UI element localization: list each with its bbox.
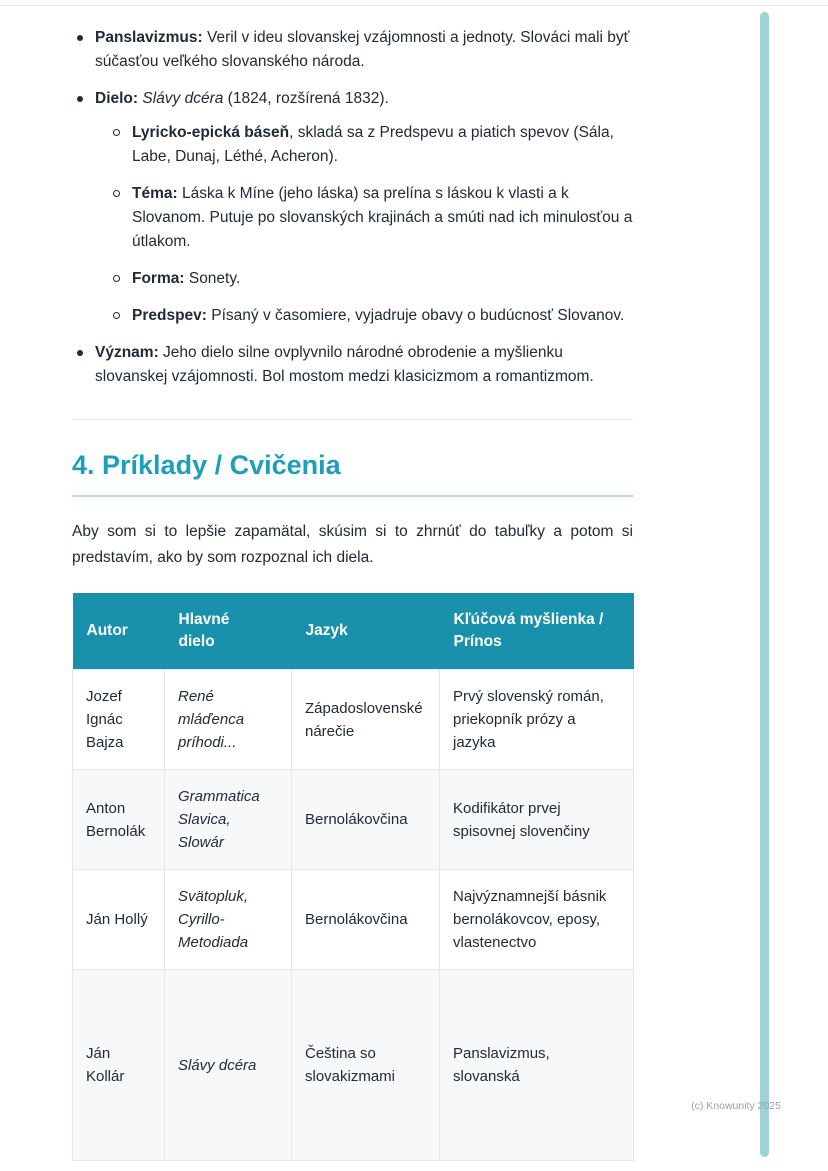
- bullet-text: (1824, rozšírená 1832).: [223, 90, 389, 107]
- cell-myslienka: Kodifikátor prvej spisovnej slovenčiny: [440, 770, 634, 870]
- column-header-autor: [73, 593, 165, 670]
- table-body: [73, 670, 634, 1161]
- cell-dielo: René mláďenca príhodi...: [165, 670, 292, 770]
- intro-paragraph: Aby som si to lepšie zapamätal, skúsim si to zhrnúť do tabuľky a potom si predstavím, ako by som rozpoznal ich diela.: [72, 523, 633, 566]
- table-header: [73, 593, 634, 670]
- section-divider: [72, 419, 633, 420]
- bullet-item-panslavizmus: [72, 26, 633, 74]
- page-accent-stripe: [760, 12, 769, 1157]
- column-header-label: Autor: [86, 622, 128, 639]
- bullet-term: Forma:: [132, 270, 185, 287]
- summary-table: [72, 593, 634, 1161]
- cell-myslienka: Najvýznamnejší básnik bernolákovcov, eposy, vlastenectvo: [440, 870, 634, 970]
- cell-myslienka: Panslavizmus, slovanská: [440, 970, 634, 1161]
- table-row-holly: [73, 870, 634, 970]
- column-header-label: Kľúčová myšlienka / Prínos: [453, 611, 604, 650]
- cell-dielo: Slávy dcéra: [165, 970, 292, 1161]
- table-row-bajza: [73, 670, 634, 770]
- table-row-kollar: [73, 970, 634, 1161]
- bullet-term: Panslavizmus:: [95, 29, 203, 46]
- bullet-text: Jeho dielo silne ovplyvnilo národné obrodenie a myšlienku slovanskej vzájomnosti. Bol mostom medzi klasicizmom a romantizmom.: [95, 344, 594, 385]
- bullet-item-vyznam: [72, 341, 633, 389]
- bullet-text: Písaný v časomiere, vyjadruje obavy o budúcnosť Slovanov.: [206, 307, 625, 324]
- bullet-list: [72, 26, 633, 389]
- column-header-myslienka: [440, 593, 634, 670]
- sub-bullet-item-forma: [109, 267, 633, 291]
- cell-jazyk: Bernolákovčina: [292, 770, 440, 870]
- table-row-bernolak: [73, 770, 634, 870]
- bullet-text: Láska k Míne (jeho láska) sa prelína s láskou k vlasti a k Slovanom. Putuje po slovanských krajinách a smúti nad ich minulosťou a útlakom.: [132, 185, 633, 250]
- column-header-label: Hlavné dielo: [178, 611, 230, 650]
- bullet-item-dielo: [72, 87, 633, 328]
- column-header-label: Jazyk: [305, 622, 348, 639]
- document-content: [72, 26, 633, 1161]
- section-heading: 4. Príklady / Cvičenia: [72, 448, 633, 497]
- bullet-text: Veril v ideu slovanskej vzájomnosti a jednoty. Slováci mali byť súčasťou veľkého slovanského národa.: [95, 29, 630, 70]
- cell-autor: Anton Bernolák: [73, 770, 165, 870]
- cell-dielo: Svätopluk, Cyrillo-Metodiada: [165, 870, 292, 970]
- bullet-text: Sonety.: [184, 270, 241, 287]
- bullet-term: Téma:: [132, 185, 178, 202]
- work-title: Slávy dcéra: [138, 90, 224, 107]
- cell-autor: Ján Hollý: [73, 870, 165, 970]
- cell-myslienka: Prvý slovenský román, priekopník prózy a jazyka: [440, 670, 634, 770]
- column-header-dielo: [165, 593, 292, 670]
- sub-bullet-item-predspev: [109, 304, 633, 328]
- bullet-term: Predspev:: [132, 307, 207, 324]
- sub-bullet-list: [109, 121, 633, 328]
- cell-jazyk: Západoslovenské nárečie: [292, 670, 440, 770]
- page-edge: [0, 5, 828, 6]
- cell-jazyk: Čeština so slovakizmami: [292, 970, 440, 1161]
- copyright-watermark: (c) Knowunity 2025: [691, 1100, 781, 1112]
- cell-autor: Jozef Ignác Bajza: [73, 670, 165, 770]
- cell-dielo: Grammatica Slavica, Slowár: [165, 770, 292, 870]
- cell-autor: Ján Kollár: [73, 970, 165, 1161]
- bullet-term: Dielo:: [95, 90, 139, 107]
- bullet-term: Význam:: [95, 344, 159, 361]
- column-header-jazyk: [292, 593, 440, 670]
- sub-bullet-item-basen: [109, 121, 633, 169]
- bullet-text: , skladá sa z Predspevu a piatich spevov (Sála, Labe, Dunaj, Léthé, Acheron).: [132, 124, 614, 165]
- table-header-row: [73, 593, 634, 670]
- cell-jazyk: Bernolákovčina: [292, 870, 440, 970]
- sub-bullet-item-tema: [109, 182, 633, 254]
- bullet-term: Lyricko-epická báseň: [132, 124, 290, 141]
